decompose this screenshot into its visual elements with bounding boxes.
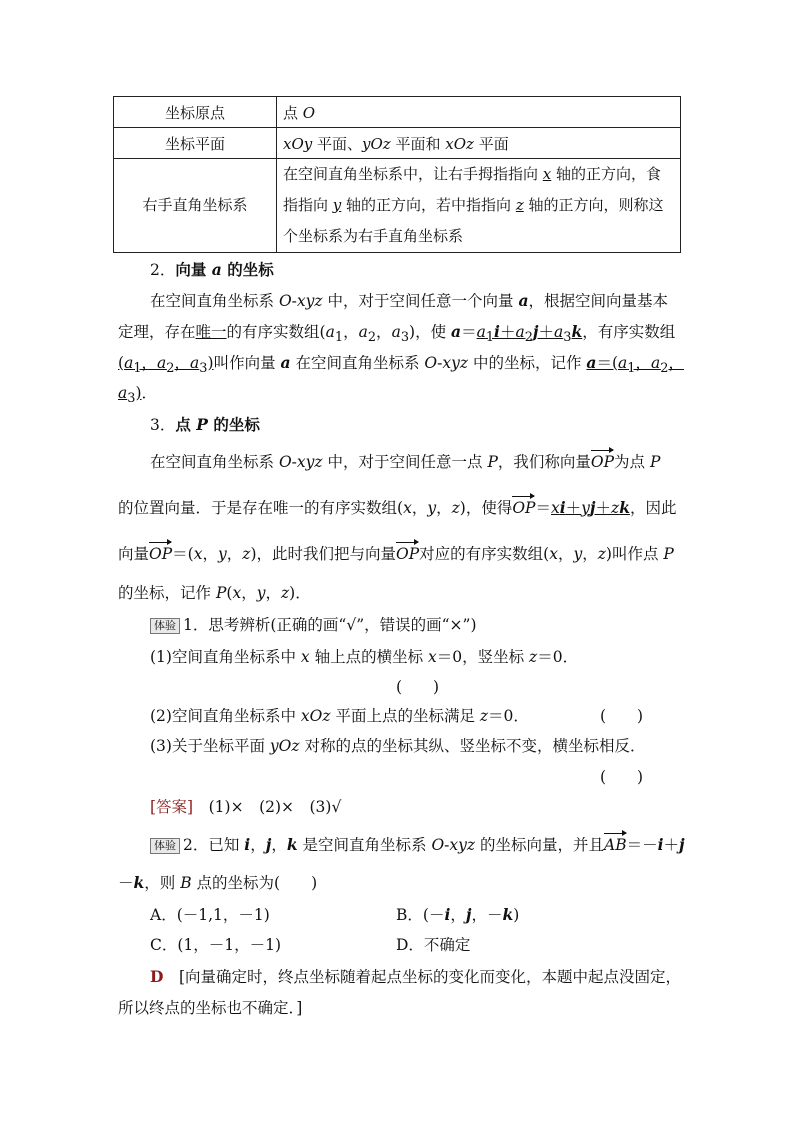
option-d: D．不确定 (396, 936, 471, 954)
exercise-item: (1)空间直角坐标系中 x 轴上点的横坐标 x＝0，竖坐标 z＝0． (150, 648, 579, 666)
paragraph-line: $a_3$)． (118, 384, 158, 407)
section-heading: 2．向量 a 的坐标 (150, 260, 274, 279)
table-key: 坐标原点 (114, 97, 277, 128)
table-value: 在空间直角坐标系中，让右手拇指指向 x 轴的正方向，食 指指向 y 轴的正方向，若中指指向 z 轴的正方向，则称这 个坐标系为右手直角坐标系 (277, 159, 681, 253)
option-b: B．(－i，j，－k) (396, 905, 520, 924)
paragraph-line: 的坐标，记作 P(x，y，z)． (118, 584, 311, 602)
table-key: 右手直角坐标系 (114, 159, 277, 253)
table-row (114, 97, 681, 128)
exercise-title: 体验 1．思考辨析(正确的画“√”，错误的画“×”) (150, 613, 477, 635)
exercise-line: －k，则 B 点的坐标为( ) (118, 873, 318, 892)
answer-blank: ( ) (600, 768, 644, 786)
definition-table (113, 96, 681, 253)
exercise-title: 体验 2．已知 i，j，k 是空间直角坐标系 O-xyz 的坐标向量，并且AB＝－i＋j (150, 833, 685, 855)
table-value: 点 O (277, 97, 681, 128)
option-a: A．(－1,1，－1) (150, 906, 270, 924)
exercise-item: (3)关于坐标平面 yOz 对称的点的坐标其纵、竖坐标不变，横坐标相反． (150, 737, 646, 755)
option-c: C．(1，－1，－1) (150, 936, 282, 954)
paragraph-line: 的位置向量．于是存在唯一的有序实数组(x，y，z)，使得OP＝xi＋yj＋zk，因此 (118, 498, 677, 517)
table-value: xOy 平面、yOz 平面和 xOz 平面 (277, 128, 681, 159)
exercise-item: (2)空间直角坐标系中 xOz 平面上点的坐标满足 z＝0． (150, 707, 529, 725)
answer-label: [答案] (150, 798, 194, 816)
table-key: 坐标平面 (114, 128, 277, 159)
paragraph-line: 在空间直角坐标系 O-xyz 中，对于空间任意一点 P，我们称向量OP为点 P (150, 453, 661, 471)
answer-letter: D (150, 967, 164, 986)
paragraph-line: 向量OP＝(x，y，z)，此时我们把与向量OP对应的有序实数组(x，y，z)叫作点 P (118, 545, 674, 563)
answer-line: [答案] (1)× (2)× (3)√ (150, 798, 342, 816)
paragraph-line: 定理，存在唯一的有序实数组($a_1$，$a_2$，$a_3$)，使 $a=a_1i+a_2j+a_3k$，有序实数组 (118, 322, 676, 346)
table-row (114, 128, 681, 159)
paragraph-line: ($a_1$，$a_2$，$a_3$)叫作向量 a 在空间直角坐标系 O-xyz 中的坐标，记作 $a=(a_1$，$a_2$， (118, 353, 684, 377)
table-row (114, 159, 681, 253)
paragraph-line: 在空间直角坐标系 O-xyz 中，对于空间任意一个向量 a，根据空间向量基本 (150, 291, 668, 310)
exercise-tag: 体验 (150, 618, 180, 634)
explanation-line: 所以终点的坐标也不确定．] (118, 999, 303, 1017)
explanation-line: D [向量确定时，终点坐标随着起点坐标的变化而变化，本题中起点没固定， (150, 967, 682, 986)
answer-blank: ( ) (600, 707, 644, 725)
exercise-tag: 体验 (150, 838, 180, 854)
answer-blank: ( ) (396, 678, 440, 696)
section-heading: 3．点 P 的坐标 (150, 415, 260, 434)
